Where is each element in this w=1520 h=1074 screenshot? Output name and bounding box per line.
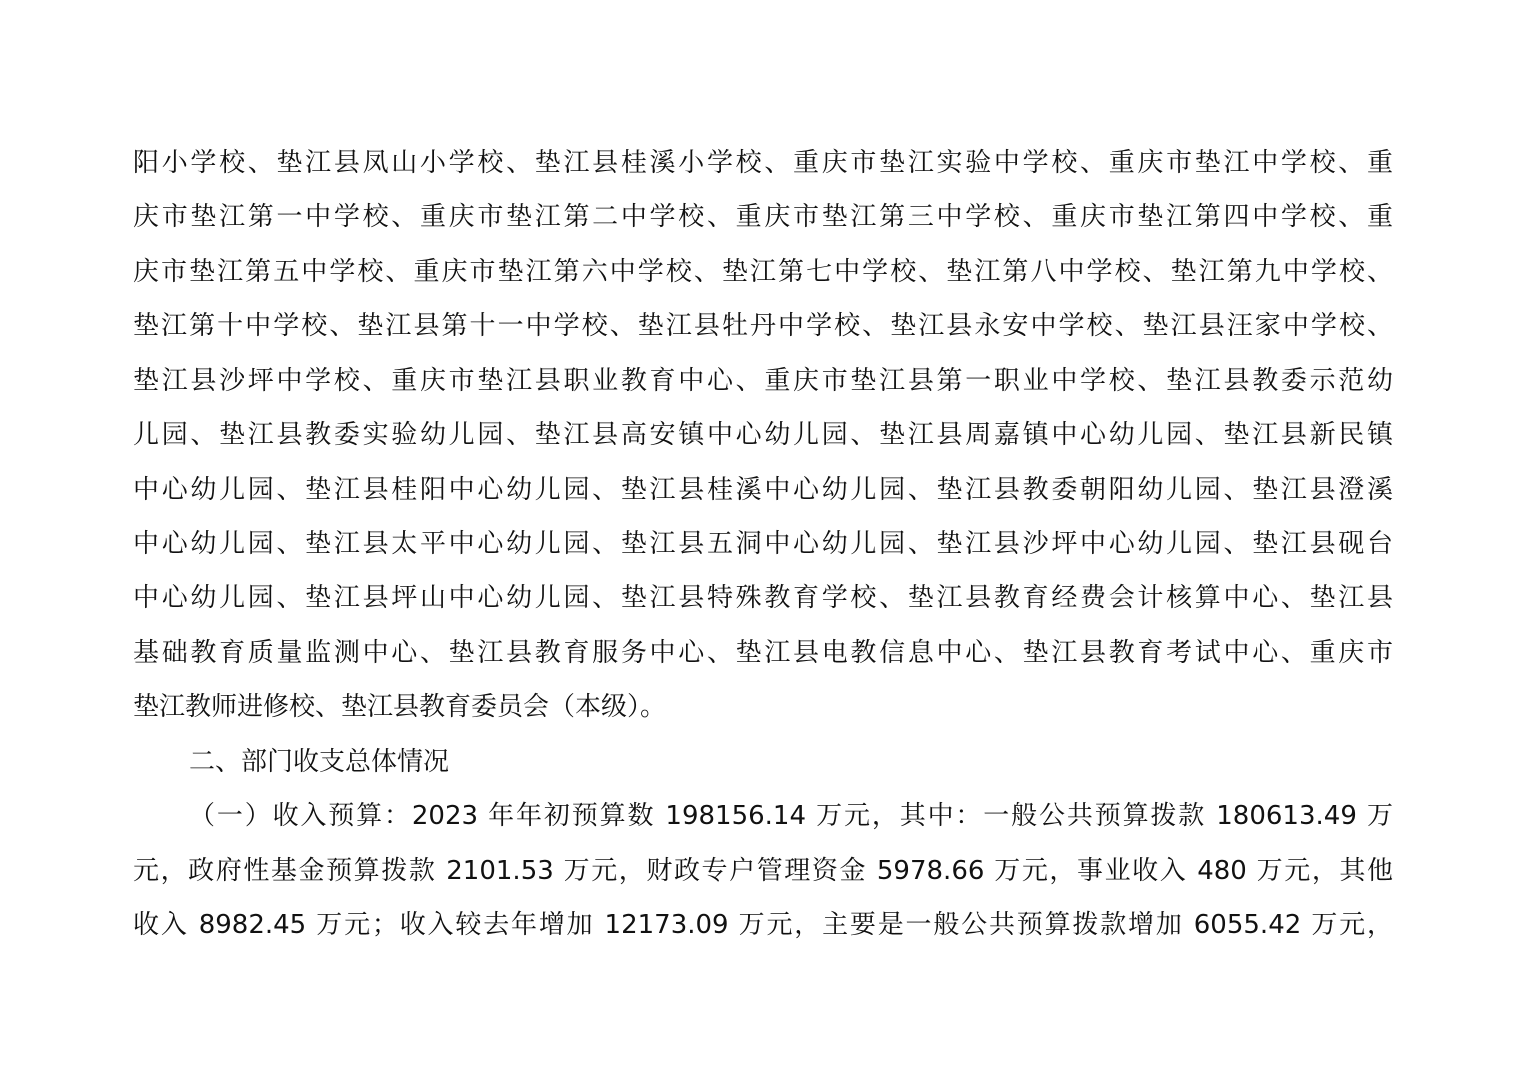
body-text-line: 元，政府性基金预算拨款 2101.53 万元，财政专户管理资金 5978.66 万元，事业收入 480 万元，其他 [133, 856, 1393, 886]
section-heading: 二、部门收支总体情况 [189, 747, 450, 777]
body-text-line: 基础教育质量监测中心、垫江县教育服务中心、垫江县电教信息中心、垫江县教育考试中心、重庆市 [133, 638, 1393, 668]
body-text-line: 儿园、垫江县教委实验幼儿园、垫江县高安镇中心幼儿园、垫江县周嘉镇中心幼儿园、垫江县新民镇 [133, 420, 1393, 450]
body-text-line: 庆市垫江第一中学校、重庆市垫江第二中学校、重庆市垫江第三中学校、重庆市垫江第四中学校、重 [133, 202, 1393, 232]
body-text-line: 庆市垫江第五中学校、重庆市垫江第六中学校、垫江第七中学校、垫江第八中学校、垫江第九中学校、 [133, 257, 1393, 287]
body-text-line: 阳小学校、垫江县凤山小学校、垫江县桂溪小学校、重庆市垫江实验中学校、重庆市垫江中学校、重 [133, 148, 1393, 178]
body-text-line: 收入 8982.45 万元；收入较去年增加 12173.09 万元，主要是一般公共预算拨款增加 6055.42 万元， [133, 910, 1393, 940]
body-text-line: 中心幼儿园、垫江县桂阳中心幼儿园、垫江县桂溪中心幼儿园、垫江县教委朝阳幼儿园、垫江县澄溪 [133, 475, 1393, 505]
body-text-line: 垫江县沙坪中学校、重庆市垫江县职业教育中心、重庆市垫江县第一职业中学校、垫江县教委示范幼 [133, 366, 1393, 396]
body-text-line: 中心幼儿园、垫江县太平中心幼儿园、垫江县五洞中心幼儿园、垫江县沙坪中心幼儿园、垫江县砚台 [133, 529, 1393, 559]
body-text-line: 中心幼儿园、垫江县坪山中心幼儿园、垫江县特殊教育学校、垫江县教育经费会计核算中心、垫江县 [133, 583, 1393, 613]
paragraph-first-line: （一）收入预算：2023 年年初预算数 198156.14 万元，其中：一般公共预算拨款 180613.49 万 [189, 801, 1393, 831]
body-text-line-last: 垫江教师进修校、垫江县教育委员会（本级）。 [133, 692, 667, 722]
body-text-line: 垫江第十中学校、垫江县第十一中学校、垫江县牡丹中学校、垫江县永安中学校、垫江县汪家中学校、 [133, 311, 1393, 341]
